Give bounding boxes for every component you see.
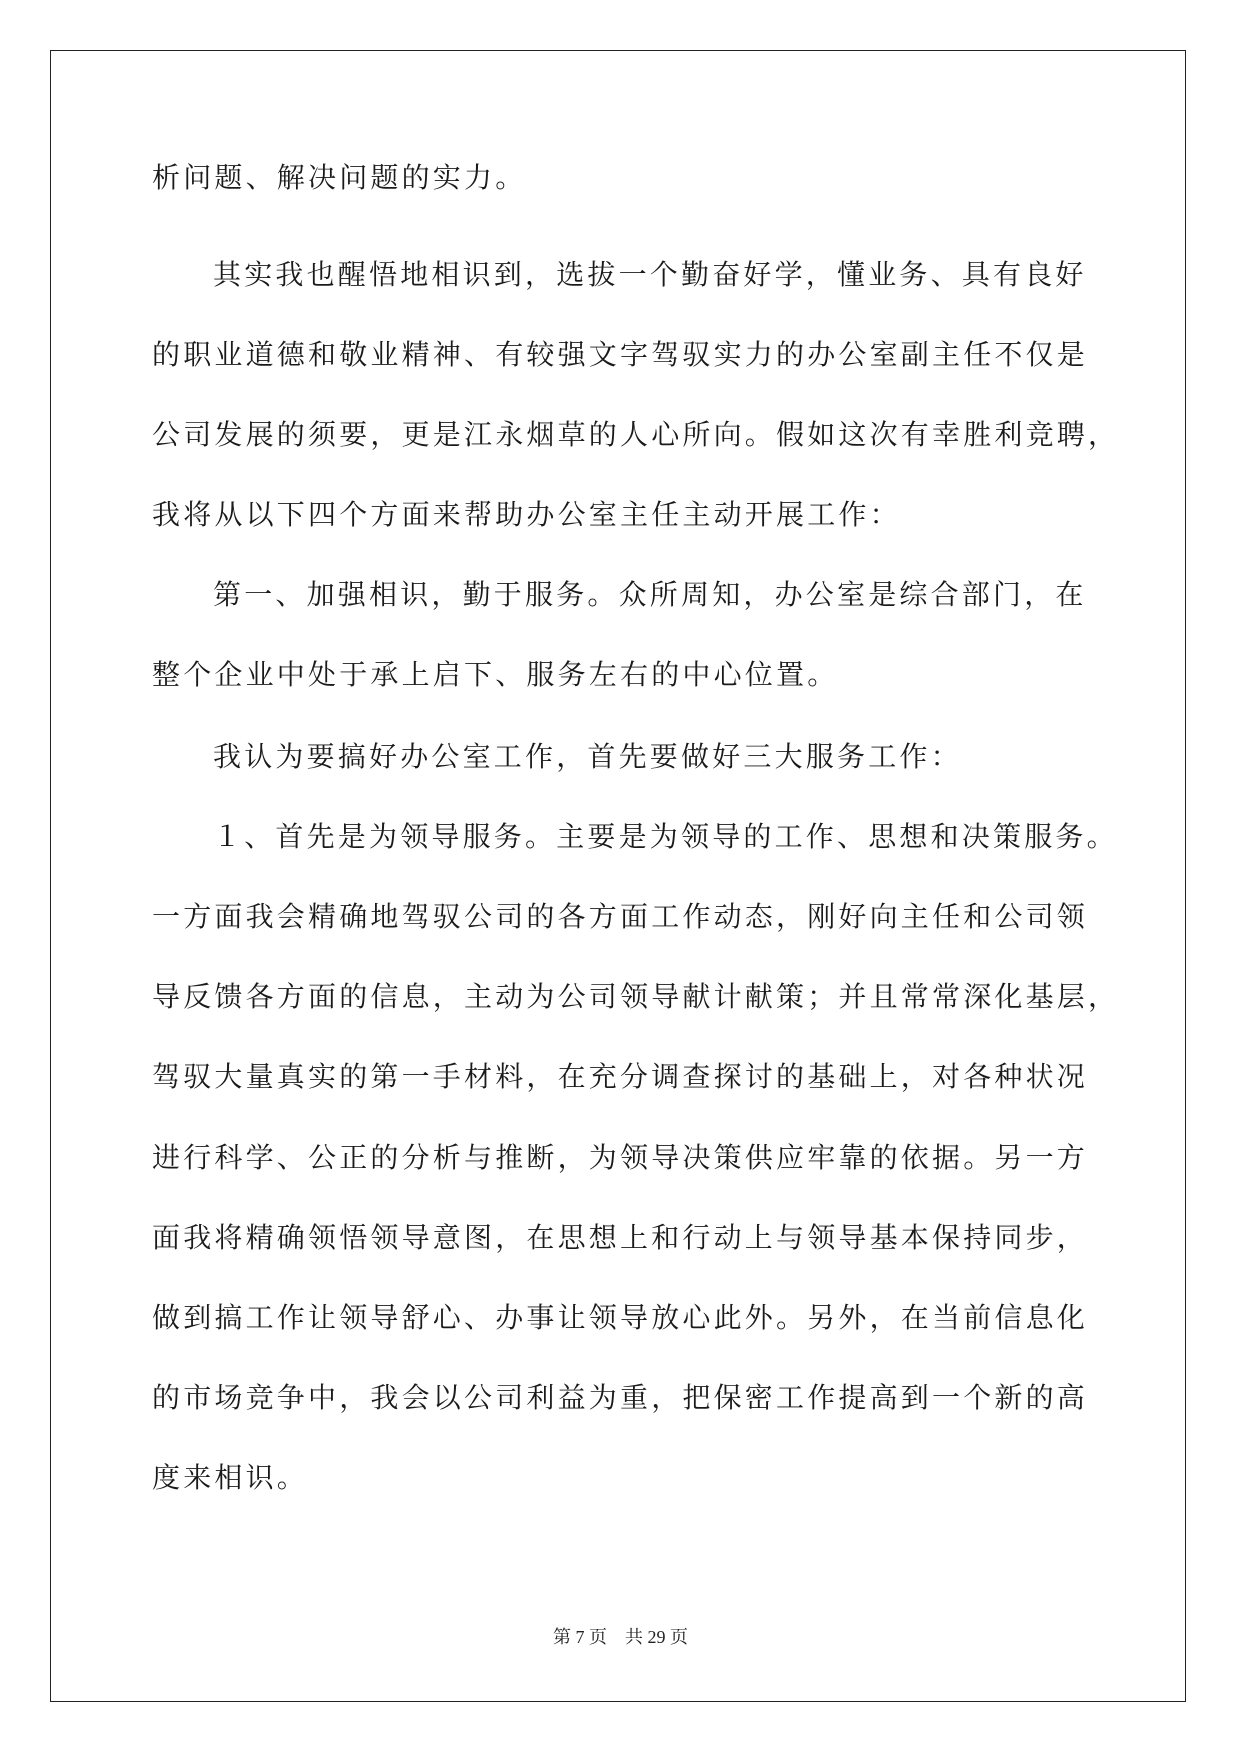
paragraph-line: 一方面我会精确地驾驭公司的各方面工作动态，刚好向主任和公司领 (152, 900, 1089, 933)
paragraph-line: 度来相识。 (152, 1461, 309, 1494)
paragraph-line: 其实我也醒悟地相识到，选拔一个勤奋好学，懂业务、具有良好 (213, 258, 1087, 291)
paragraph-line: 公司发展的须要，更是江永烟草的人心所向。假如这次有幸胜利竞聘， (152, 418, 1120, 451)
paragraph-line: 进行科学、公正的分析与推断，为领导决策供应牢靠的依据。另一方 (152, 1141, 1089, 1174)
paragraph-line: 整个企业中处于承上启下、服务左右的中心位置。 (152, 658, 839, 691)
paragraph-line: １、首先是为领导服务。主要是为领导的工作、思想和决策服务。 (213, 820, 1118, 853)
paragraph-line: 析问题、解决问题的实力。 (152, 161, 527, 194)
paragraph-line: 驾驭大量真实的第一手材料，在充分调查探讨的基础上，对各种状况 (152, 1060, 1089, 1093)
paragraph-line: 的市场竞争中，我会以公司利益为重，把保密工作提高到一个新的高 (152, 1381, 1089, 1414)
paragraph-line: 导反馈各方面的信息，主动为公司领导献计献策；并且常常深化基层， (152, 980, 1120, 1013)
page-number: 第 7 页 (553, 1627, 607, 1647)
paragraph-line: 第一、加强相识，勤于服务。众所周知，办公室是综合部门，在 (213, 578, 1087, 611)
paragraph-line: 的职业道德和敬业精神、有较强文字驾驭实力的办公室副主任不仅是 (152, 338, 1089, 371)
page-footer (0, 1625, 1241, 1649)
total-pages: 共 29 页 (625, 1627, 688, 1647)
paragraph-line: 我认为要搞好办公室工作，首先要做好三大服务工作： (213, 740, 962, 773)
paragraph-line: 面我将精确领悟领导意图，在思想上和行动上与领导基本保持同步， (152, 1221, 1089, 1254)
paragraph-line: 我将从以下四个方面来帮助办公室主任主动开展工作： (152, 498, 901, 531)
paragraph-line: 做到搞工作让领导舒心、办事让领导放心此外。另外，在当前信息化 (152, 1301, 1089, 1334)
page-border (50, 50, 1186, 1702)
